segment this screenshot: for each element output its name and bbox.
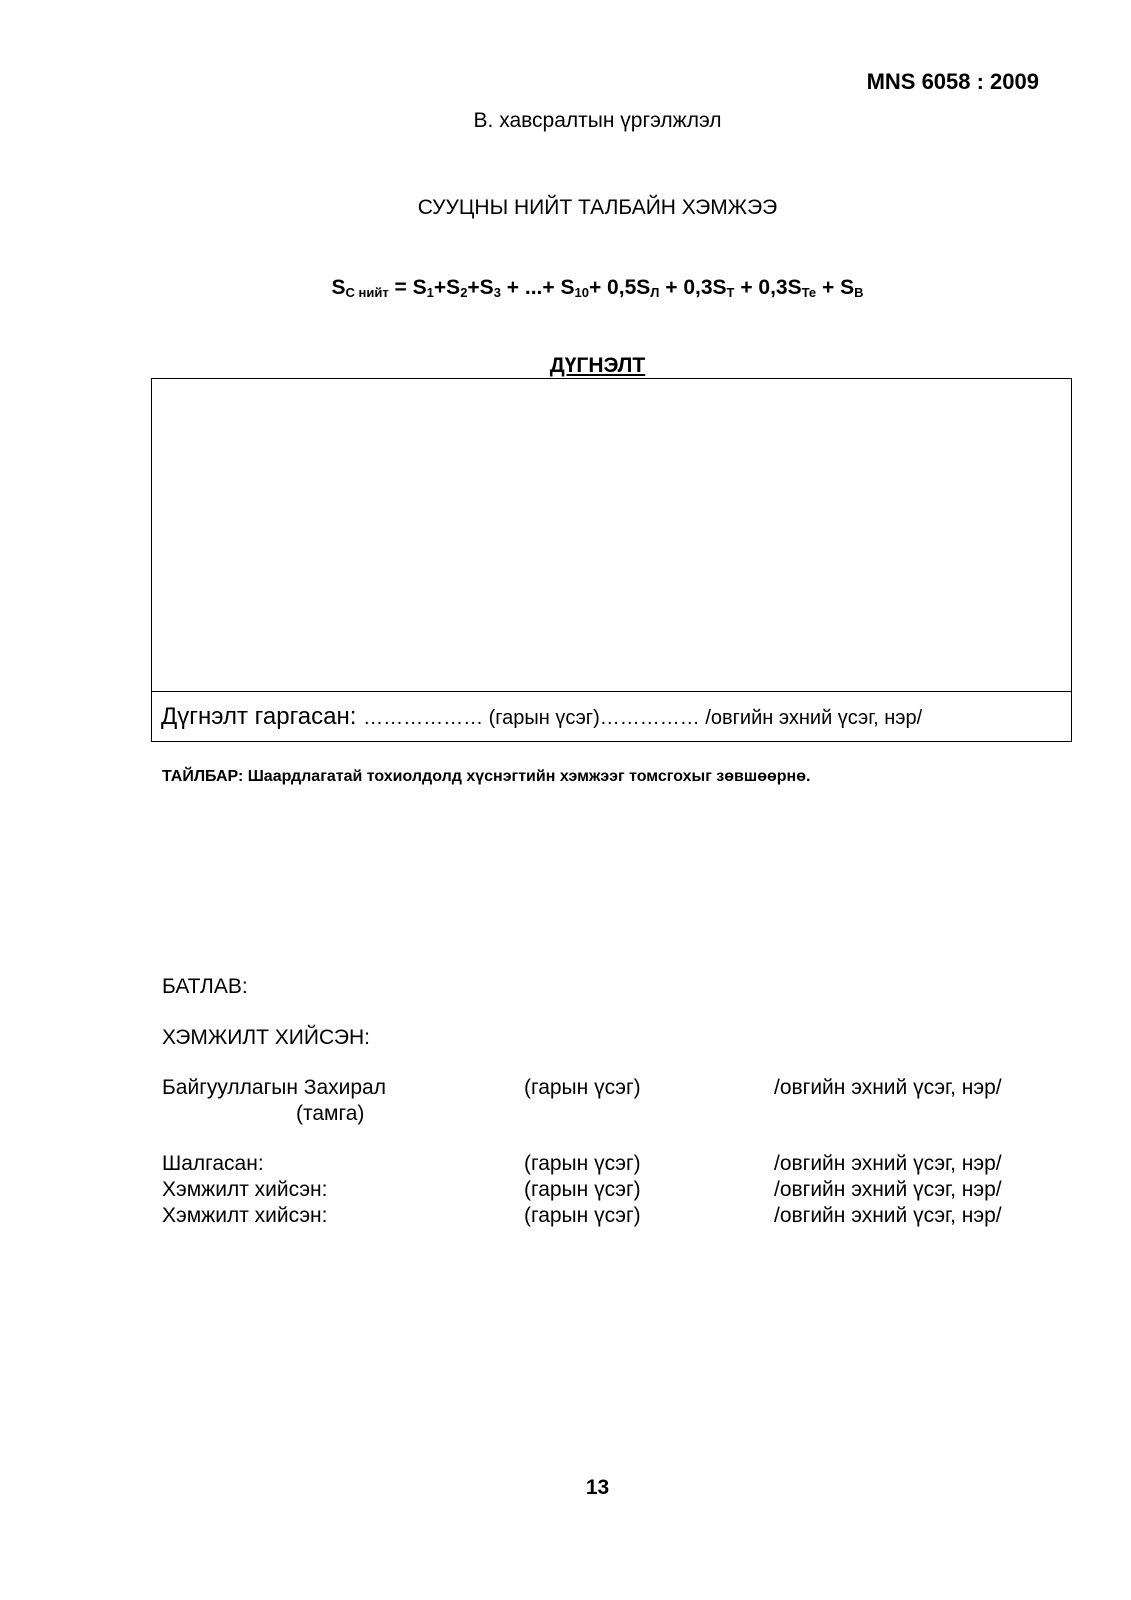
stamp-row	[162, 1102, 1062, 1152]
formula-term-2-sub: 2	[460, 285, 468, 300]
formula-lhs-sub: С нийт	[345, 285, 389, 300]
signature-block	[162, 1076, 1062, 1230]
formula-term-4-sub: 10	[574, 285, 589, 300]
name-hint: /овгийн эхний үсэг, нэр/	[774, 1152, 1002, 1175]
formula-term-8-sub: В	[854, 285, 864, 300]
signature-hint: (гарын үсэг)	[524, 1152, 641, 1175]
area-formula	[0, 276, 1131, 300]
formula-term-4: + ...+ S	[500, 276, 575, 299]
page-number: 13	[585, 1476, 610, 1499]
signature-role: Хэмжилт хийсэн:	[162, 1204, 328, 1227]
stamp-hint: (тамга)	[296, 1102, 365, 1125]
formula-term-1-sub: 1	[426, 285, 434, 300]
conclusion-heading-text: ДҮГНЭЛТ	[549, 354, 646, 377]
signature-row	[162, 1152, 1062, 1178]
conclusion-heading	[0, 354, 1131, 378]
name-hint: /овгийн эхний үсэг, нэр/	[774, 1178, 1002, 1201]
conclusion-signature-line	[161, 703, 922, 731]
conclusion-text-area[interactable]	[152, 379, 1071, 692]
formula-term-6-sub: Т	[726, 285, 735, 300]
approved-label: БАТЛАВ:	[162, 975, 248, 998]
director-signature-hint: (гарын үсэг)	[524, 1076, 641, 1099]
conclusion-box	[151, 378, 1072, 742]
formula-term-5-sub: Л	[650, 285, 660, 300]
conclusion-issuer-label: Дүгнэлт гаргасан:	[161, 703, 364, 730]
signature-role: Хэмжилт хийсэн:	[162, 1178, 328, 1201]
formula-term-8: + S	[816, 276, 855, 299]
name-hint: /овгийн эхний үсэг, нэр/	[774, 1204, 1002, 1227]
signature-role: Шалгасан:	[162, 1152, 264, 1175]
signature-row	[162, 1204, 1062, 1230]
signature-row-director	[162, 1076, 1062, 1102]
note: ТАЙЛБАР: Шаардлагатай тохиолдолд хүснэгтийн хэмжээг томсгохыг зөвшөөрнө.	[162, 768, 811, 785]
formula-term-6: + 0,3S	[659, 276, 727, 299]
conclusion-dots-2: ……………	[599, 707, 706, 729]
formula-term-2: +S	[433, 276, 461, 299]
annex-title: В. хавсралтын үргэлжлэл	[473, 109, 722, 132]
standard-code: MNS 6058 : 2009	[866, 69, 1039, 94]
formula-term-7: + 0,3S	[734, 276, 802, 299]
formula-term-5: + 0,5S	[588, 276, 651, 299]
signature-hint: (гарын үсэг)	[524, 1178, 641, 1201]
signature-row	[162, 1178, 1062, 1204]
formula-term-1: S	[412, 276, 427, 299]
measured-by-label: ХЭМЖИЛТ ХИЙСЭН:	[162, 1026, 371, 1049]
formula-term-3-sub: 3	[493, 285, 501, 300]
formula-eq: =	[388, 276, 413, 299]
section-title: СУУЦНЫ НИЙТ ТАЛБАЙН ХЭМЖЭЭ	[417, 196, 778, 219]
conclusion-signature-hint: (гарын үсэг)	[488, 707, 600, 729]
director-name-hint: /овгийн эхний үсэг, нэр/	[774, 1076, 1002, 1099]
formula-term-3: +S	[467, 276, 494, 299]
signature-hint: (гарын үсэг)	[524, 1204, 641, 1227]
conclusion-dots-1: ………………	[363, 707, 489, 729]
conclusion-name-hint: /овгийн эхний үсэг, нэр/	[705, 707, 923, 729]
director-role: Байгууллагын Захирал	[162, 1076, 386, 1099]
formula-lhs: S	[331, 276, 346, 299]
formula-term-7-sub: Те	[801, 285, 817, 300]
